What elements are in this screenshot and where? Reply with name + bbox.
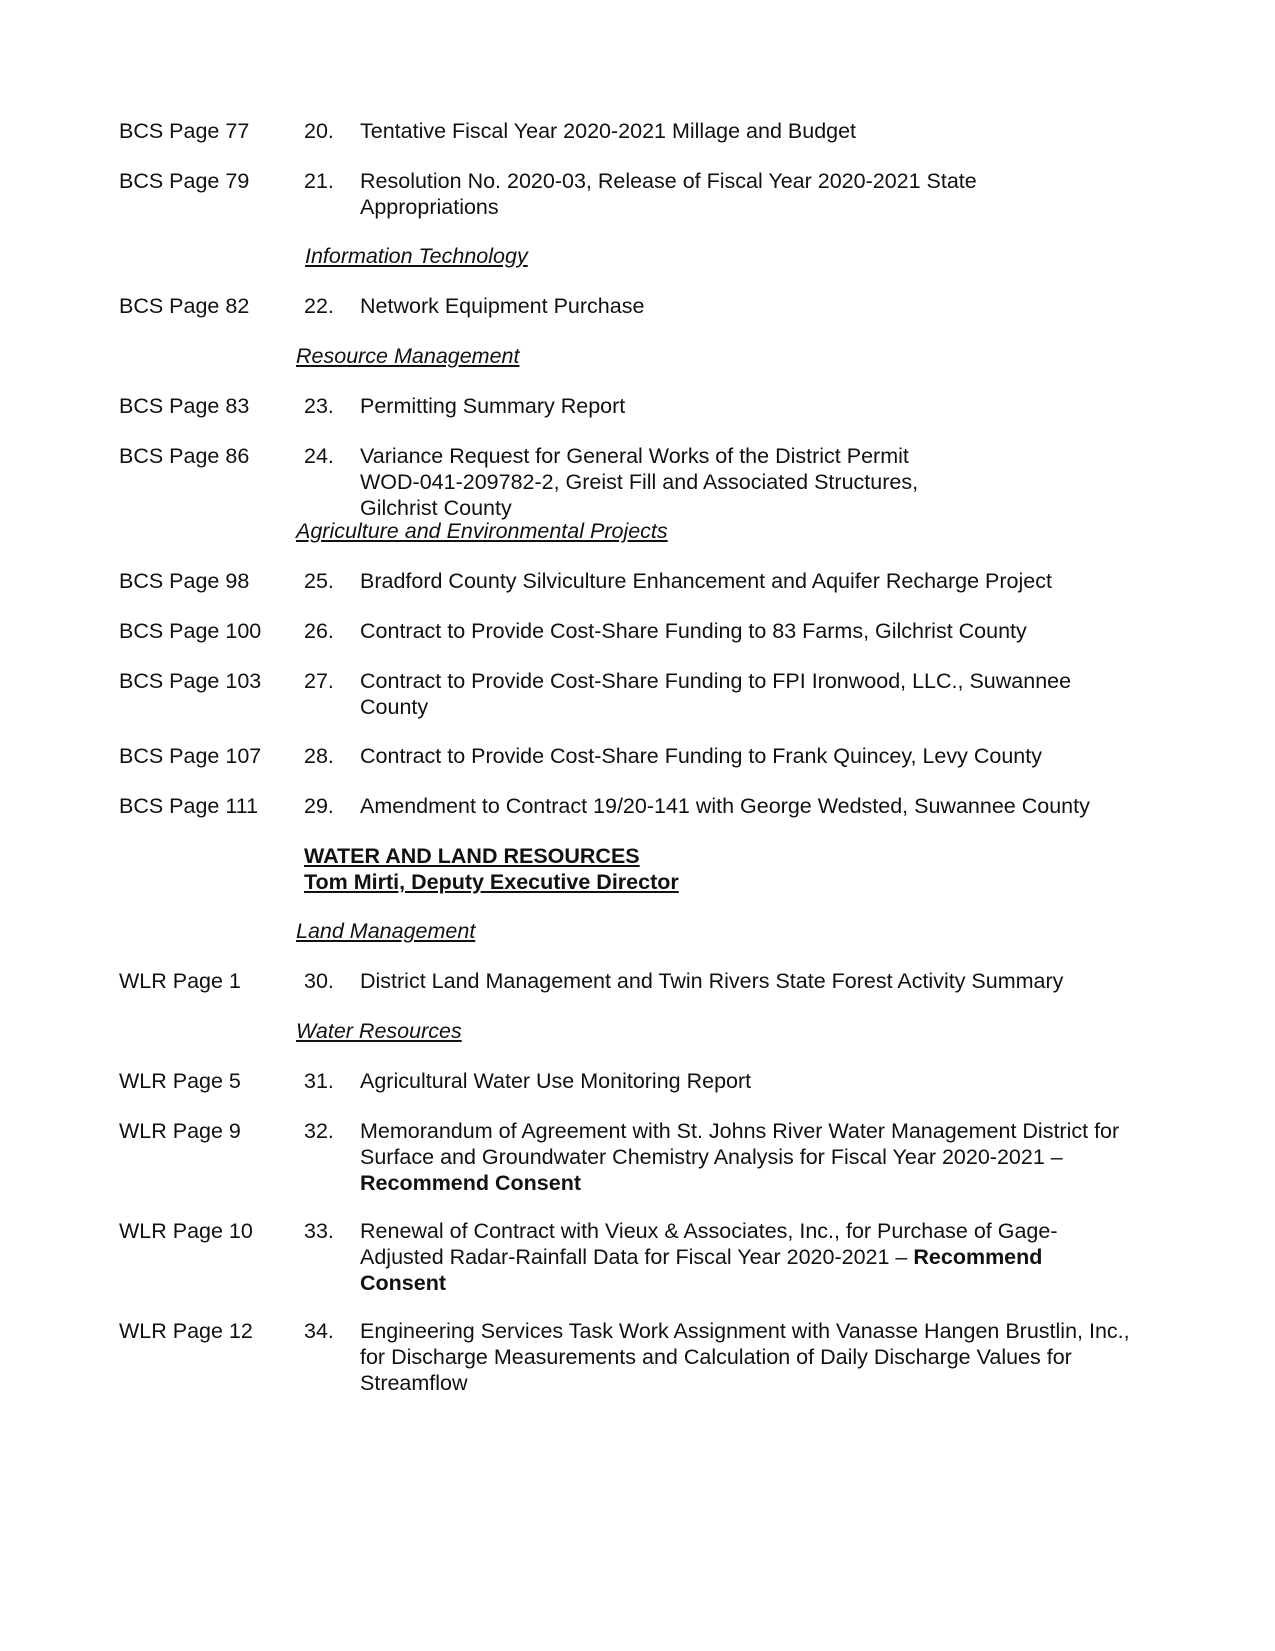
item-title: District Land Management and Twin Rivers State Forest Activity Summary [360,969,1064,993]
item-title: Engineering Services Task Work Assignment with Vanasse Hangen Brustlin, Inc., for Discharge Measurements and Calculation of Daily Discharge Values for Streamflow [360,1319,1130,1395]
subheading-resource-management: Resource Management [296,344,520,368]
recommend-consent: Recommend Consent [360,1171,582,1195]
section-director: Tom Mirti, Deputy Executive Director [304,870,679,894]
item-number: 28. [304,744,334,768]
page-reference: BCS Page 98 [119,569,250,593]
item-number: 25. [304,569,334,593]
page-reference: BCS Page 86 [119,444,250,468]
page-reference: BCS Page 79 [119,169,250,193]
subheading-agriculture-environmental: Agriculture and Environmental Projects [296,519,668,543]
subheading-information-technology: Information Technology [305,244,528,268]
item-number: 31. [304,1069,334,1093]
item-number: 22. [304,294,334,318]
item-title: Agricultural Water Use Monitoring Report [360,1069,752,1093]
item-title: Variance Request for General Works of the District Permit WOD-041-209782-2, Greist Fill and Associated Structures, Gilchrist County [360,444,919,520]
item-number: 21. [304,169,334,193]
page-reference: BCS Page 77 [119,119,250,143]
item-number: 27. [304,669,334,693]
subheading-water-resources: Water Resources [296,1019,462,1043]
page-reference: WLR Page 9 [119,1119,241,1143]
section-heading [304,843,679,895]
item-title: Amendment to Contract 19/20-141 with George Wedsted, Suwannee County [360,794,1090,818]
page-reference: WLR Page 1 [119,969,241,993]
page-reference: WLR Page 5 [119,1069,241,1093]
item-number: 34. [304,1319,334,1343]
page-reference: BCS Page 111 [119,794,259,818]
item-title: Resolution No. 2020-03, Release of Fiscal Year 2020-2021 State Appropriations [360,169,977,219]
section-title: WATER AND LAND RESOURCES [304,844,640,868]
item-number: 30. [304,969,334,993]
item-number: 20. [304,119,334,143]
item-title: Permitting Summary Report [360,394,626,418]
page-reference: WLR Page 12 [119,1319,253,1343]
item-title: Contract to Provide Cost-Share Funding to 83 Farms, Gilchrist County [360,619,1027,643]
subheading-land-management: Land Management [296,919,476,943]
page-reference: BCS Page 100 [119,619,262,643]
recommend-consent: Recommend Consent [360,1245,1043,1295]
item-number: 26. [304,619,334,643]
item-title: Renewal of Contract with Vieux & Associates, Inc., for Purchase of Gage-Adjusted Radar-Rainfall Data for Fiscal Year 2020-2021 – Recommend Consent [360,1219,1058,1295]
page-reference: BCS Page 82 [119,294,250,318]
item-title: Bradford County Silviculture Enhancement and Aquifer Recharge Project [360,569,1052,593]
item-number: 32. [304,1119,334,1143]
item-number: 29. [304,794,334,818]
item-title: Contract to Provide Cost-Share Funding to Frank Quincey, Levy County [360,744,1042,768]
page-reference: BCS Page 107 [119,744,262,768]
item-title: Tentative Fiscal Year 2020-2021 Millage and Budget [360,119,857,143]
page-reference: WLR Page 10 [119,1219,253,1243]
item-number: 23. [304,394,334,418]
item-title: Contract to Provide Cost-Share Funding to FPI Ironwood, LLC., Suwannee County [360,669,1072,719]
item-title: Network Equipment Purchase [360,294,645,318]
item-number: 24. [304,444,334,468]
item-number: 33. [304,1219,334,1243]
page-reference: BCS Page 83 [119,394,250,418]
item-title: Memorandum of Agreement with St. Johns River Water Management District for Surface and Groundwater Chemistry Analysis for Fiscal Year 2020-2021 – Recommend Consent [360,1119,1120,1195]
page-reference: BCS Page 103 [119,669,262,693]
